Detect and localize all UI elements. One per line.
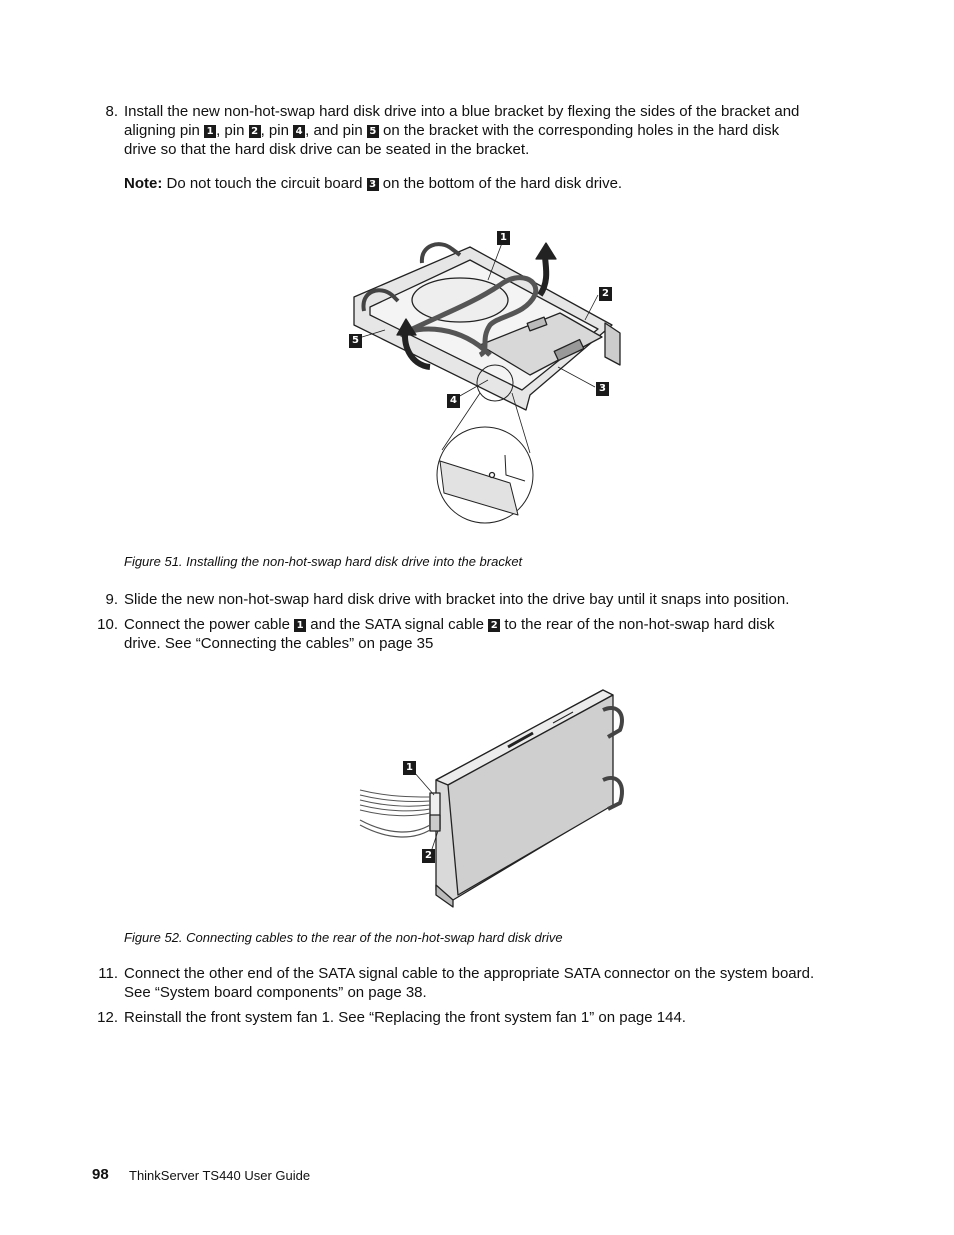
figure-52-callout-2: 2 xyxy=(422,849,435,863)
text-span: , pin xyxy=(260,122,294,139)
step-8-number: 8. xyxy=(105,103,118,120)
step-10-number: 10. xyxy=(97,616,118,633)
text-span: on the bracket with the corresponding holes in the hard disk xyxy=(378,122,780,139)
text-span: , pin xyxy=(216,122,249,139)
step-9-line-1: Slide the new non-hot-swap hard disk drive with bracket into the drive bay until it snaps into position. xyxy=(124,591,790,608)
figure-51-callout-5: 5 xyxy=(349,334,362,348)
figure-51-illustration xyxy=(340,225,630,535)
pin-5-badge: 5 xyxy=(367,125,379,138)
figure-51-callout-1: 1 xyxy=(497,231,510,245)
step-9-number: 9. xyxy=(105,591,118,608)
sata-cable-2-badge: 2 xyxy=(488,619,500,632)
step-12-number: 12. xyxy=(97,1009,118,1026)
step-11-number: 11. xyxy=(98,965,118,982)
step-11-line-2: See “System board components” on page 38. xyxy=(124,984,427,1001)
figure-52-callout-1: 1 xyxy=(403,761,416,775)
figure-51-callout-3: 3 xyxy=(596,382,609,396)
text-span: , and pin xyxy=(305,122,367,139)
step-8-note xyxy=(124,174,622,193)
figure-51-callout-2: 2 xyxy=(599,287,612,301)
footer-document-title: ThinkServer TS440 User Guide xyxy=(129,1168,311,1183)
power-cable-1-badge: 1 xyxy=(294,619,306,632)
text-span: Do not touch the circuit board xyxy=(162,175,367,192)
text-span: to the rear of the non-hot-swap hard disk xyxy=(500,616,775,633)
pin-2-badge: 2 xyxy=(249,125,261,138)
text-span: and the SATA signal cable xyxy=(306,616,489,633)
figure-52-caption: Figure 52. Connecting cables to the rear of the non-hot-swap hard disk drive xyxy=(124,930,563,945)
step-10-line-2: drive. See “Connecting the cables” on page 35 xyxy=(124,635,434,652)
pin-4-badge: 4 xyxy=(293,125,305,138)
figure-52-illustration xyxy=(358,685,633,910)
figure-51-callout-4: 4 xyxy=(447,394,460,408)
pin-1-badge: 1 xyxy=(204,125,216,138)
step-12-line-1: Reinstall the front system fan 1. See “Replacing the front system fan 1” on page 144. xyxy=(124,1009,686,1026)
text-span: aligning pin xyxy=(124,122,205,139)
step-11-line-1: Connect the other end of the SATA signal cable to the appropriate SATA connector on the system board. xyxy=(124,965,815,982)
step-10-line-1 xyxy=(124,615,775,634)
figure-51-caption: Figure 51. Installing the non-hot-swap hard disk drive into the bracket xyxy=(124,554,523,569)
note-label: Note: xyxy=(124,175,163,192)
step-8-line-1: Install the new non-hot-swap hard disk drive into a blue bracket by flexing the sides of the bracket and xyxy=(124,103,800,120)
page-number: 98 xyxy=(92,1166,109,1183)
text-span: on the bottom of the hard disk drive. xyxy=(378,175,623,192)
step-8-line-3: drive so that the hard disk drive can be seated in the bracket. xyxy=(124,141,530,158)
step-8-line-2 xyxy=(124,121,779,140)
text-span: Connect the power cable xyxy=(124,616,295,633)
circuit-board-3-badge: 3 xyxy=(367,178,379,191)
